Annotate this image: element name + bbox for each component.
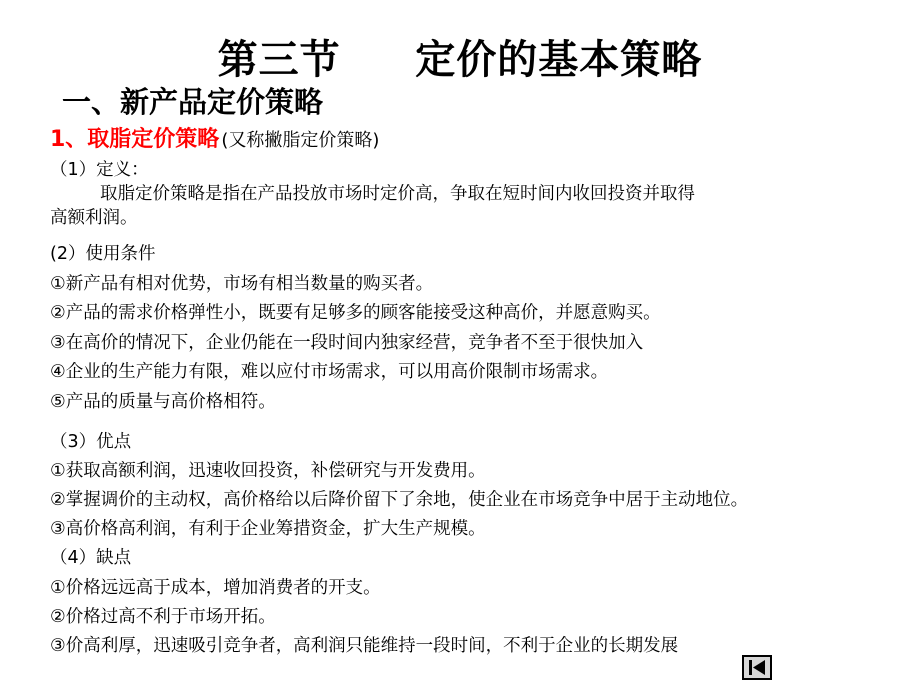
- advantage-item-2: ②掌握调价的主动权，高价格给以后降价留下了余地，使企业在市场竞争中居于主动地位。: [50, 490, 749, 510]
- disadvantages-label: （4）缺点: [50, 548, 132, 568]
- skip-to-first-icon: [744, 657, 770, 678]
- definition-label: （1）定义：: [50, 160, 149, 180]
- condition-item-1: ①新产品有相对优势，市场有相当数量的购买者。: [50, 274, 434, 294]
- disadvantage-item-1: ①价格远远高于成本，增加消费者的开支。: [50, 578, 381, 598]
- subsection-note: (又称撇脂定价策略): [221, 130, 380, 151]
- definition-text-line1: 取脂定价策略是指在产品投放市场时定价高，争取在短时间内收回投资并取得: [100, 184, 695, 204]
- subsection-label: 1、取脂定价策略: [50, 127, 220, 152]
- subsection-heading: [50, 122, 379, 153]
- first-slide-button[interactable]: [742, 655, 772, 680]
- advantages-label: （3）优点: [50, 432, 132, 452]
- condition-item-5: ⑤产品的质量与高价格相符。: [50, 392, 276, 412]
- condition-item-4: ④企业的生产能力有限，难以应付市场需求，可以用高价限制市场需求。: [50, 362, 609, 382]
- disadvantage-item-3: ③价高利厚，迅速吸引竞争者，高利润只能维持一段时间，不利于企业的长期发展: [50, 636, 679, 656]
- advantage-item-3: ③高价格高利润，有利于企业筹措资金，扩大生产规模。: [50, 519, 486, 539]
- disadvantage-item-2: ②价格过高不利于市场开拓。: [50, 607, 276, 627]
- conditions-label: (2）使用条件: [50, 244, 156, 264]
- definition-text-line2: 高额利润。: [50, 208, 138, 228]
- section-heading: 一、新产品定价策略: [62, 85, 324, 119]
- condition-item-2: ②产品的需求价格弹性小，既要有足够多的顾客能接受这种高价，并愿意购买。: [50, 303, 661, 323]
- page-title: 第三节 定价的基本策略: [217, 37, 703, 83]
- advantage-item-1: ①获取高额利润，迅速收回投资，补偿研究与开发费用。: [50, 461, 486, 481]
- condition-item-3: ③在高价的情况下，企业仍能在一段时间内独家经营，竞争者不至于很快加入: [50, 333, 644, 353]
